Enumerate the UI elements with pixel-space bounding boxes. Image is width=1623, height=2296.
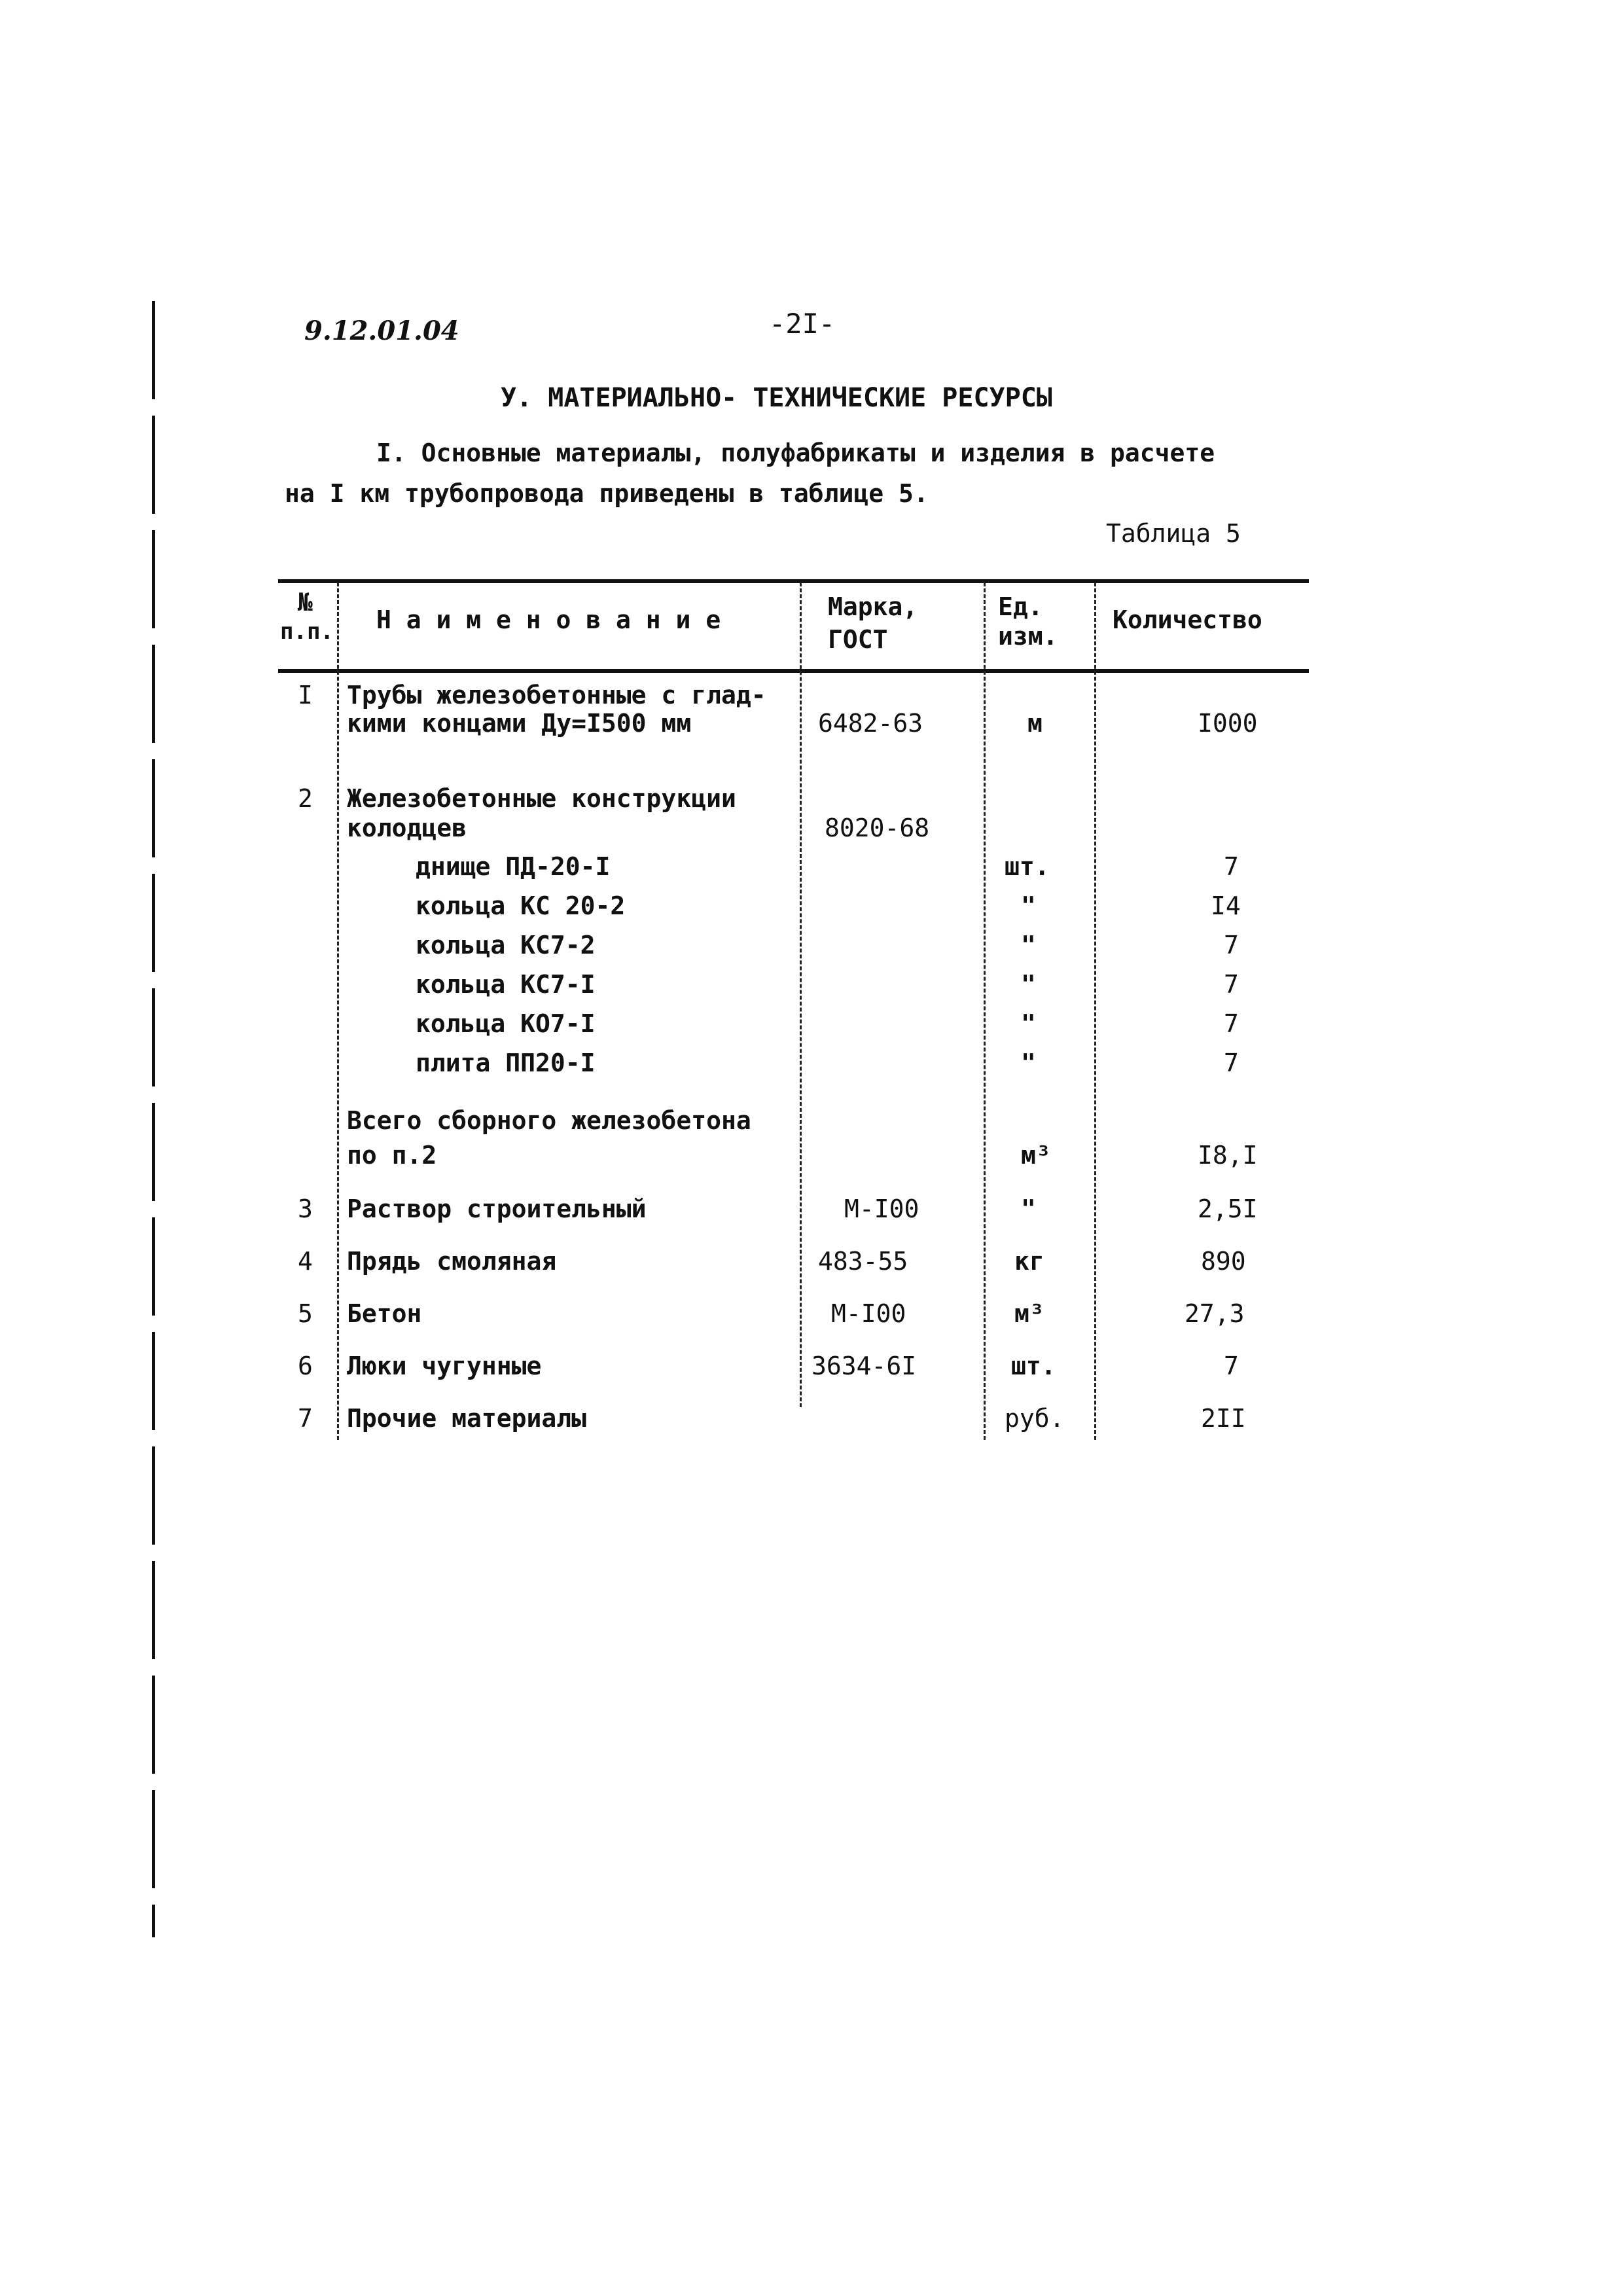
row-mark: 483-55 (818, 1247, 908, 1276)
row-name-line2: по п.2 (347, 1141, 437, 1170)
row-name: плита ПП20-I (416, 1049, 596, 1077)
row-name: кольца КС 20-2 (416, 891, 626, 920)
row-unit: шт. (1011, 1352, 1056, 1380)
row-mark: 8020-68 (825, 814, 930, 842)
row-name: Железобетонные конструкции (347, 784, 736, 813)
row-name: кольца КО7-I (416, 1009, 596, 1038)
intro-line-2: на I км трубопровода приведены в таблице 5. (285, 479, 929, 508)
row-qty: 2II (1201, 1404, 1246, 1433)
header-mark-line2: ГОСТ (828, 625, 888, 654)
row-num: I (298, 681, 313, 709)
header-num: № (298, 588, 313, 617)
header-name: Н а и м е н о в а н и е (376, 605, 721, 634)
header-unit-line2: изм. (998, 622, 1058, 651)
row-mark: 6482-63 (818, 709, 923, 738)
row-unit: " (1021, 1049, 1036, 1077)
row-unit: " (1021, 970, 1036, 999)
row-mark: М-I00 (831, 1299, 906, 1328)
row-qty: 2,5I (1198, 1194, 1258, 1223)
row-unit: " (1021, 1194, 1036, 1223)
row-num: 7 (298, 1404, 313, 1433)
page-number: -2I- (769, 308, 836, 340)
row-unit: руб. (1005, 1404, 1065, 1433)
row-mark: 3634-6I (812, 1352, 917, 1380)
column-divider-name (800, 583, 804, 1407)
header-mark: Марка, (828, 592, 918, 621)
column-divider-mark (984, 583, 988, 1440)
header-qty: Количество (1113, 605, 1262, 634)
binder-edge (152, 301, 155, 1937)
row-unit: м (1027, 709, 1043, 738)
row-qty: 7 (1224, 970, 1239, 999)
row-name: днище ПД-20-I (416, 852, 611, 881)
row-qty: I4 (1211, 891, 1241, 920)
table-header-rule (278, 669, 1309, 673)
row-qty: 7 (1224, 1352, 1239, 1380)
column-divider-num (337, 583, 341, 1440)
row-qty: 7 (1224, 931, 1239, 960)
intro-line-1: I. Основные материалы, полуфабрикаты и изделия в расчете (376, 439, 1215, 467)
row-unit: кг (1014, 1247, 1044, 1276)
row-unit: м³ (1014, 1299, 1044, 1328)
row-qty: 7 (1224, 1009, 1239, 1038)
row-name: Трубы железобетонные с глад- (347, 681, 766, 709)
row-name: Люки чугунные (347, 1352, 542, 1380)
row-unit: " (1021, 891, 1036, 920)
row-mark: М-I00 (844, 1194, 919, 1223)
row-num: 5 (298, 1299, 313, 1328)
row-qty: 27,3 (1185, 1299, 1245, 1328)
row-name-line2: кими концами Ду=I500 мм (347, 709, 692, 738)
row-qty: I8,I (1198, 1141, 1258, 1170)
row-qty: 7 (1224, 1049, 1239, 1077)
row-name: кольца КС7-I (416, 970, 596, 999)
row-name: Раствор строительный (347, 1194, 647, 1223)
table-caption: Таблица 5 (1106, 519, 1241, 548)
row-name-line2: колодцев (347, 814, 467, 842)
header-unit: Ед. (998, 592, 1043, 621)
row-name: Прядь смоляная (347, 1247, 557, 1276)
row-unit: м³ (1021, 1141, 1051, 1170)
table-top-rule (278, 579, 1309, 583)
row-name: Всего сборного железобетона (347, 1106, 751, 1135)
row-num: 2 (298, 784, 313, 813)
row-unit: " (1021, 1009, 1036, 1038)
row-num: 6 (298, 1352, 313, 1380)
row-unit: шт. (1005, 852, 1050, 881)
header-num-line2: п.п. (280, 619, 334, 645)
row-qty: I000 (1198, 709, 1258, 738)
row-qty: 7 (1224, 852, 1239, 881)
column-divider-unit (1094, 583, 1098, 1440)
row-name: Бетон (347, 1299, 422, 1328)
row-unit: " (1021, 931, 1036, 960)
row-num: 3 (298, 1194, 313, 1223)
row-name: кольца КС7-2 (416, 931, 596, 960)
document-code: 9.12.01.04 (304, 315, 459, 346)
row-num: 4 (298, 1247, 313, 1276)
row-name: Прочие материалы (347, 1404, 587, 1433)
row-qty: 890 (1201, 1247, 1246, 1276)
section-heading: У. МАТЕРИАЛЬНО- ТЕХНИЧЕСКИЕ РЕСУРСЫ (501, 383, 1052, 413)
